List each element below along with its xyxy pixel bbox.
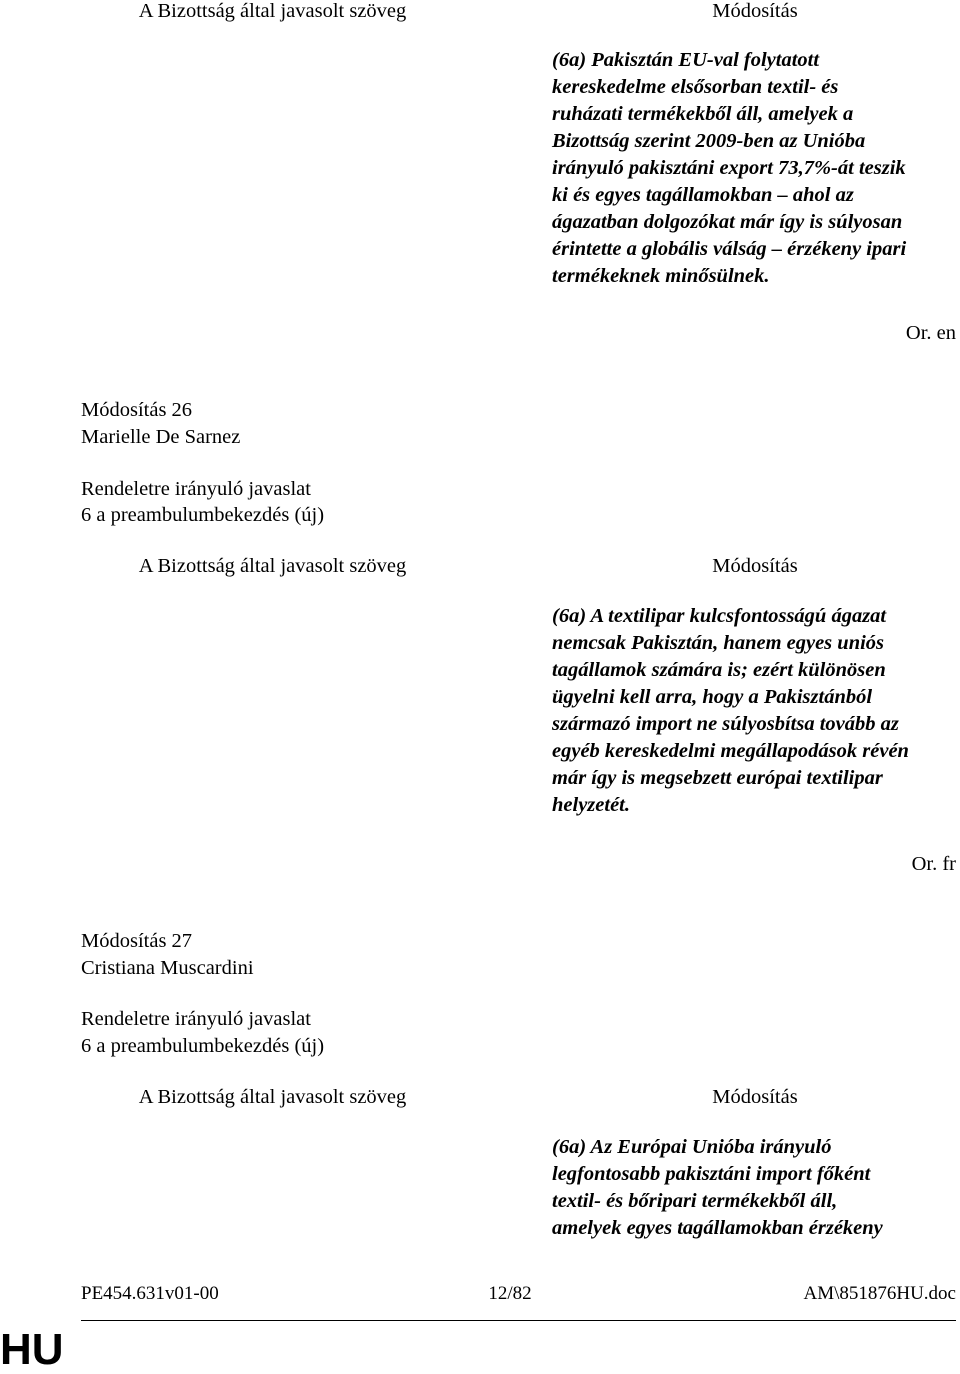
amendment-text-line: ki és egyes tagállamokban – ahol az [552,184,854,206]
amendment-text-line: Bizottság szerint 2009-ben az Unióba [552,130,866,152]
column-header-amendment: Módosítás [712,1086,798,1108]
amendment-text-line: ágazatban dolgozókat már így is súlyosan [552,211,903,233]
amendment-text-line: érintette a globális válság – érzékeny ipari [552,238,907,260]
amendment-text-line: irányuló pakisztáni export 73,7%-át teszik [552,157,906,179]
amendment-text-line: termékeknek minősülnek. [552,265,770,287]
amendment-text-line: (6a) Az Európai Unióba irányuló [552,1136,832,1158]
proposal-title: Rendeletre irányuló javaslat [81,478,311,500]
original-language: Or. en [905,322,956,344]
amendment-number: Módosítás 27 [81,930,193,952]
amendment-text-line: kereskedelme elsősorban textil- és [552,76,839,98]
recital-reference: 6 a preambulumbekezdés (új) [81,504,325,526]
amendment-text-line: helyzetét. [552,794,630,816]
column-header-commission-text: A Bizottság által javasolt szöveg [138,1086,407,1108]
amendment-text-line: textil- és bőripari termékekből áll, [552,1190,838,1212]
amendment-text-line: nemcsak Pakisztán, hanem egyes uniós [552,632,885,654]
amendment-text-line: tagállamok számára is; ezért különösen [552,659,886,681]
column-header-commission-text: A Bizottság által javasolt szöveg [138,555,407,577]
amendment-text-line: ügyelni kell arra, hogy a Pakisztánból [552,686,873,708]
column-header-amendment: Módosítás [712,555,798,577]
amendment-text-line: legfontosabb pakisztáni import főként [552,1163,871,1185]
amendment-text-line: amelyek egyes tagállamokban érzékeny [552,1217,883,1239]
amendment-text-line: ruházati termékekből áll, amelyek a [552,103,854,125]
footer-page-number: 12/82 [488,1283,532,1304]
original-language: Or. fr [911,853,956,875]
amendment-author: Cristiana Muscardini [81,957,254,979]
amendment-text-line: egyéb kereskedelmi megállapodások révén [552,740,909,762]
footer-file-reference: AM\851876HU.doc [803,1283,956,1304]
column-header-commission-text: A Bizottság által javasolt szöveg [138,0,407,22]
amendment-text-line: már így is megsebzett európai textilipar [552,767,883,789]
amendment-author: Marielle De Sarnez [81,426,241,448]
amendment-text-line: (6a) Pakisztán EU-val folytatott [552,49,820,71]
recital-reference: 6 a preambulumbekezdés (új) [81,1035,325,1057]
amendment-text [552,47,956,290]
language-mark: HU [0,1325,64,1374]
footer-document-reference: PE454.631v01-00 [81,1283,219,1304]
amendment-number: Módosítás 26 [81,399,193,421]
column-header-amendment: Módosítás [712,0,798,22]
footer-divider [81,1320,956,1321]
amendment-text-line: (6a) A textilipar kulcsfontosságú ágazat [552,605,887,627]
amendment-text-line: származó import ne súlyosbítsa tovább az [552,713,899,735]
proposal-title: Rendeletre irányuló javaslat [81,1008,311,1030]
amendment-text [552,603,956,819]
amendment-text [552,1134,956,1242]
